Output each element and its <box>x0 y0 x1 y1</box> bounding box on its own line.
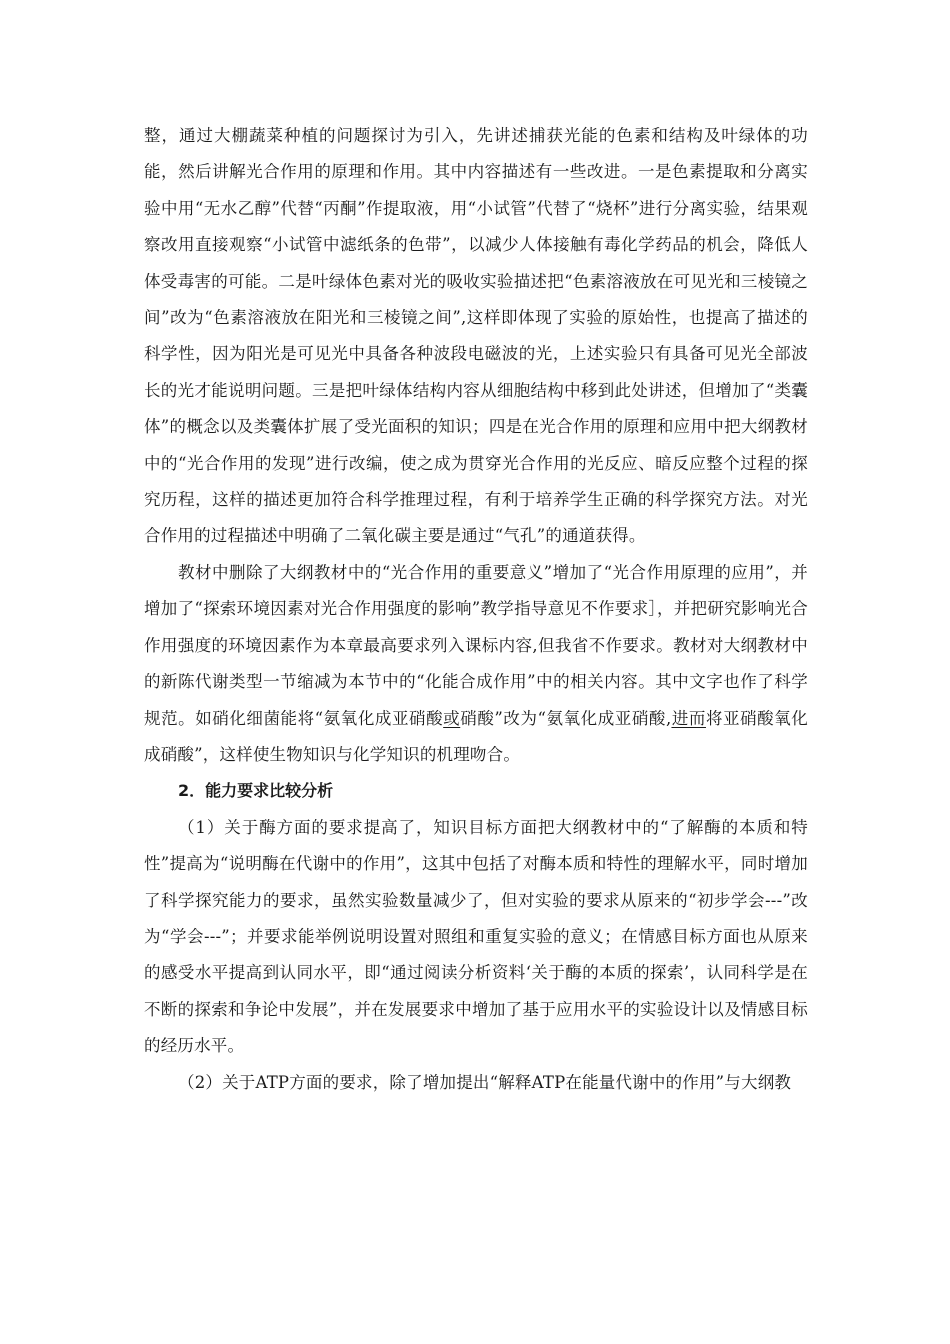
paragraph-text: 硝酸”改为“氨氧化成亚硝酸, <box>460 708 672 728</box>
document-page <box>144 118 808 1101</box>
section-heading: 2．能力要求比较分析 <box>178 781 334 801</box>
paragraph-textbook-changes <box>144 555 808 773</box>
paragraph-atp-requirements: （2）关于ATP方面的要求，除了增加提出“解释ATP在能量代谢中的作用”与大纲教 <box>178 1072 792 1092</box>
paragraph-enzyme-requirements: （1）关于酶方面的要求提高了，知识目标方面把大纲教材中的“了解酶的本质和特性”提高为“说明酶在代谢中的作用”，这其中包括了对酶本质和特性的理解水平，同时增加了科学探究能力的要求，虽然实验数量减少了，但对实验的要求从原来的“初步学会---”改为“学会---”；并要求能举例说明设置对照组和重复实验的意义；在情感目标方面也从原来的感受水平提高到认同水平，即“通过阅读分析资料‘关于酶的本质的探索’，认同科学是在不断的探索和争论中发展”，并在发展要求中增加了基于应用水平的实验设计以及情感目标的经历水平。 <box>144 817 808 1056</box>
paragraph-text: 教材中删除了大纲教材中的“光合作用的重要意义”增加了“光合作用原理的应用”，并增加了“探索环境因素对光合作用强度的影响”教学指导意见不作要求］，并把研究影响光合作用强度的环境因素作为本章最高要求列入课标内容,但我省不作要求。教材对大纲教材中的新陈代谢类型一节缩减为本节中的“化能合成作用”中的相关内容。其中文字也作了科学规范。如硝化细菌能将“氨氧化成亚硝酸 <box>144 562 808 728</box>
paragraph-photosynthesis-content: 整，通过大棚蔬菜种植的问题探讨为引入，先讲述捕获光能的色素和结构及叶绿体的功能，然后讲解光合作用的原理和作用。其中内容描述有一些改进。一是色素提取和分离实验中用“无水乙醇”代替“丙酮”作提取液，用“小试管”代替了“烧杯”进行分离实验，结果观察改用直接观察“小试管中滤纸条的色带”，以减少人体接触有毒化学药品的机会，降低人体受毒害的可能。二是叶绿体色素对光的吸收实验描述把“色素溶液放在可见光和三棱镜之间”改为“色素溶液放在阳光和三棱镜之间”,这样即体现了实验的原始性，也提高了描述的科学性，因为阳光是可见光中具备各种波段电磁波的光，上述实验只有具备可见光全部波长的光才能说明问题。三是把叶绿体结构内容从细胞结构中移到此处讲述，但增加了“类囊体”的概念以及类囊体扩展了受光面积的知识；四是在光合作用的原理和应用中把大纲教材中的“光合作用的发现”进行改编，使之成为贯穿光合作用的光反应、暗反应整个过程的探究历程，这样的描述更加符合科学推理过程，有利于培养学生正确的科学探究方法。对光合作用的过程描述中明确了二氧化碳主要是通过“气孔”的通道获得。 <box>144 126 808 546</box>
paragraph-text: 将亚硝酸氧化成硝酸”，这样使生物知识与化学知识的机理吻合。 <box>144 708 809 764</box>
underlined-text: 或 <box>443 708 461 728</box>
underlined-text: 进而 <box>671 708 706 728</box>
